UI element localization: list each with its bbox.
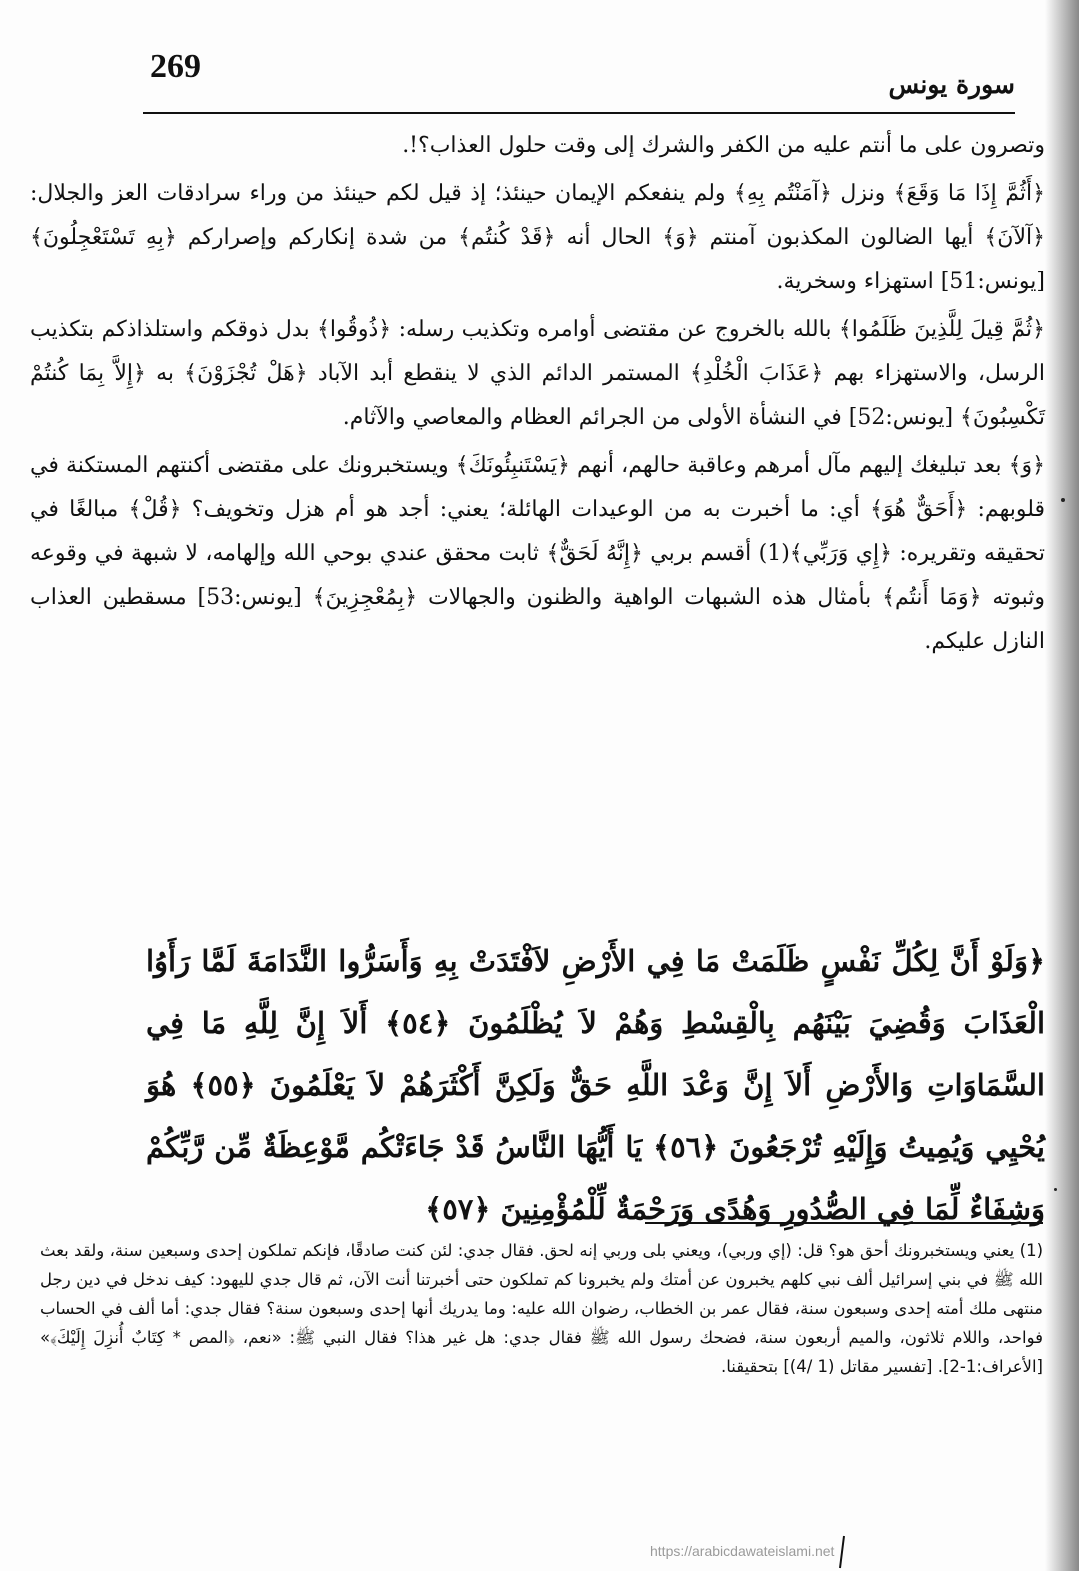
commentary-paragraph: ﴿وَ﴾ بعد تبليغك إليهم مآل أمرهم وعاقبة حالهم، أنهم ﴿يَسْتَنبِئُونَكَ﴾ ويستخبرونك على مقتضى أكنتهم المستكنة في قلوبهم: ﴿أَحَقٌّ هُوَ﴾ أي: ما أخبرت به من الوعيدات الهائلة؛ يعني: أجد هو أم هزل وتخويف؟ ﴿قُلْ﴾ مبالغًا في تحقيقه وتقريره: ﴿إِي وَرَبِّي﴾(1) أقسم بربي ﴿إِنَّهُ لَحَقٌّ﴾ ثابت محقق عندي بوحي الله وإلهامه، لا شبهة في وقوعه وثبوته ﴿وَمَا أَنتُم﴾ بأمثال هذه الشبهات الواهية والظنون والجهالات ﴿بِمُعْجِزِينَ﴾ [يونس:53] مسقطين العذاب النازل عليكم. xyxy=(30,453,1045,654)
scan-edge-shadow xyxy=(1045,0,1079,1571)
footnote-rule xyxy=(645,1222,1043,1224)
surah-title: سورة يونس xyxy=(888,70,1015,99)
commentary-paragraph: ﴿أَثُمَّ إِذَا مَا وَقَعَ﴾ ونزل ﴿آمَنْتُم بِهِ﴾ ولم ينفعكم الإيمان حينئذ؛ إذ قيل لكم حينئذ من وراء سرادقات العز والجلال: ﴿آلآنَ﴾ أيها الضالون المكذبون آمنتم ﴿وَ﴾ الحال أنه ﴿قَدْ كُنتُم﴾ من شدة إنكاركم وإصراركم ﴿بِهِ تَسْتَعْجِلُونَ﴾ [يونس:51] استهزاء وسخرية. xyxy=(30,181,1045,294)
page-number: 269 xyxy=(150,48,201,85)
watermark-url: https://arabicdawateislami.net xyxy=(650,1543,835,1559)
scan-speck xyxy=(1061,498,1065,502)
commentary-text xyxy=(30,124,1045,664)
header-rule xyxy=(143,112,1015,114)
scan-speck xyxy=(1054,1188,1057,1191)
commentary-paragraph: ﴿ثُمَّ قِيلَ لِلَّذِينَ ظَلَمُوا﴾ بالله بالخروج عن مقتضى أوامره وتكذيب رسله: ﴿ذُوقُوا﴾ بدل ذوقكم واستلذاذكم بتكذيب الرسل، والاستهزاء بهم ﴿عَذَابَ الْخُلْدِ﴾ المستمر الدائم الذي لا ينقطع أبد الآباد ﴿هَلْ تُجْزَوْنَ﴾ به ﴿إِلاَّ بِمَا كُنتُمْ تَكْسِبُونَ﴾ [يونس:52] في النشأة الأولى من الجرائم العظام والمعاصي والآثام. xyxy=(30,317,1045,430)
quran-verses: ﴿وَلَوْ أَنَّ لِكُلِّ نَفْسٍ ظَلَمَتْ مَا فِي الأَرْضِ لاَفْتَدَتْ بِهِ وَأَسَرُّوا النَّدَامَةَ لَمَّا رَأَوُا الْعَذَابَ وَقُضِيَ بَيْنَهُم بِالْقِسْطِ وَهُمْ لاَ يُظْلَمُونَ ﴿٥٤﴾ أَلاَ إِنَّ لِلَّهِ مَا فِي السَّمَاوَاتِ وَالأَرْضِ أَلاَ إِنَّ وَعْدَ اللَّهِ حَقٌّ وَلَكِنَّ أَكْثَرَهُمْ لاَ يَعْلَمُونَ ﴿٥٥﴾ هُوَ يُحْيِي وَيُمِيتُ وَإِلَيْهِ تُرْجَعُونَ ﴿٥٦﴾ يَا أَيُّهَا النَّاسُ قَدْ جَاءَتْكُم مَّوْعِظَةٌ مِّن رَّبِّكُمْ وَشِفَاءٌ لِّمَا فِي الصُّدُورِ وَهُدًى وَرَحْمَةٌ لِّلْمُؤْمِنِينَ ﴿٥٧﴾ xyxy=(146,944,1045,1226)
footnote: (1) يعني ويستخبرونك أحق هو؟ قل: (إي وربي)، ويعني بلى وربي إنه لحق. فقال جدي: لئن كنت صادقًا، فإنكم تملكون إحدى وسبعين سنة، ولقد بعث الله ﷺ في بني إسرائيل ألف نبي كلهم يخبرون عن أمتك ولم يخبرونا كم تملكون حتى أخبرتنا أنت الآن، ثم قال جدي لليهود: كيف ندخل في دين رجل منتهى ملك أمته إحدى وسبعون سنة، فقال عمر بن الخطاب، رضوان الله عليه: وما يدريك أنها إحدى وسبعون سنة؟ فقال جدي: أما ألف في الحساب فواحد، واللام ثلاثون، والميم أربعون سنة، فضحك رسول الله ﷺ فقال جدي: هل غير هذا؟ فقال النبي ﷺ: «نعم، ﴿المص * كِتَابٌ أُنزِلَ إِلَيْكَ﴾» [الأعراف:1-2]. [تفسير مقاتل (1 /4)] بتحقيقنا. xyxy=(40,1241,1043,1376)
pen-mark xyxy=(838,1535,846,1569)
commentary-paragraph: وتصرون على ما أنتم عليه من الكفر والشرك إلى وقت حلول العذاب؟!. xyxy=(402,133,1045,158)
